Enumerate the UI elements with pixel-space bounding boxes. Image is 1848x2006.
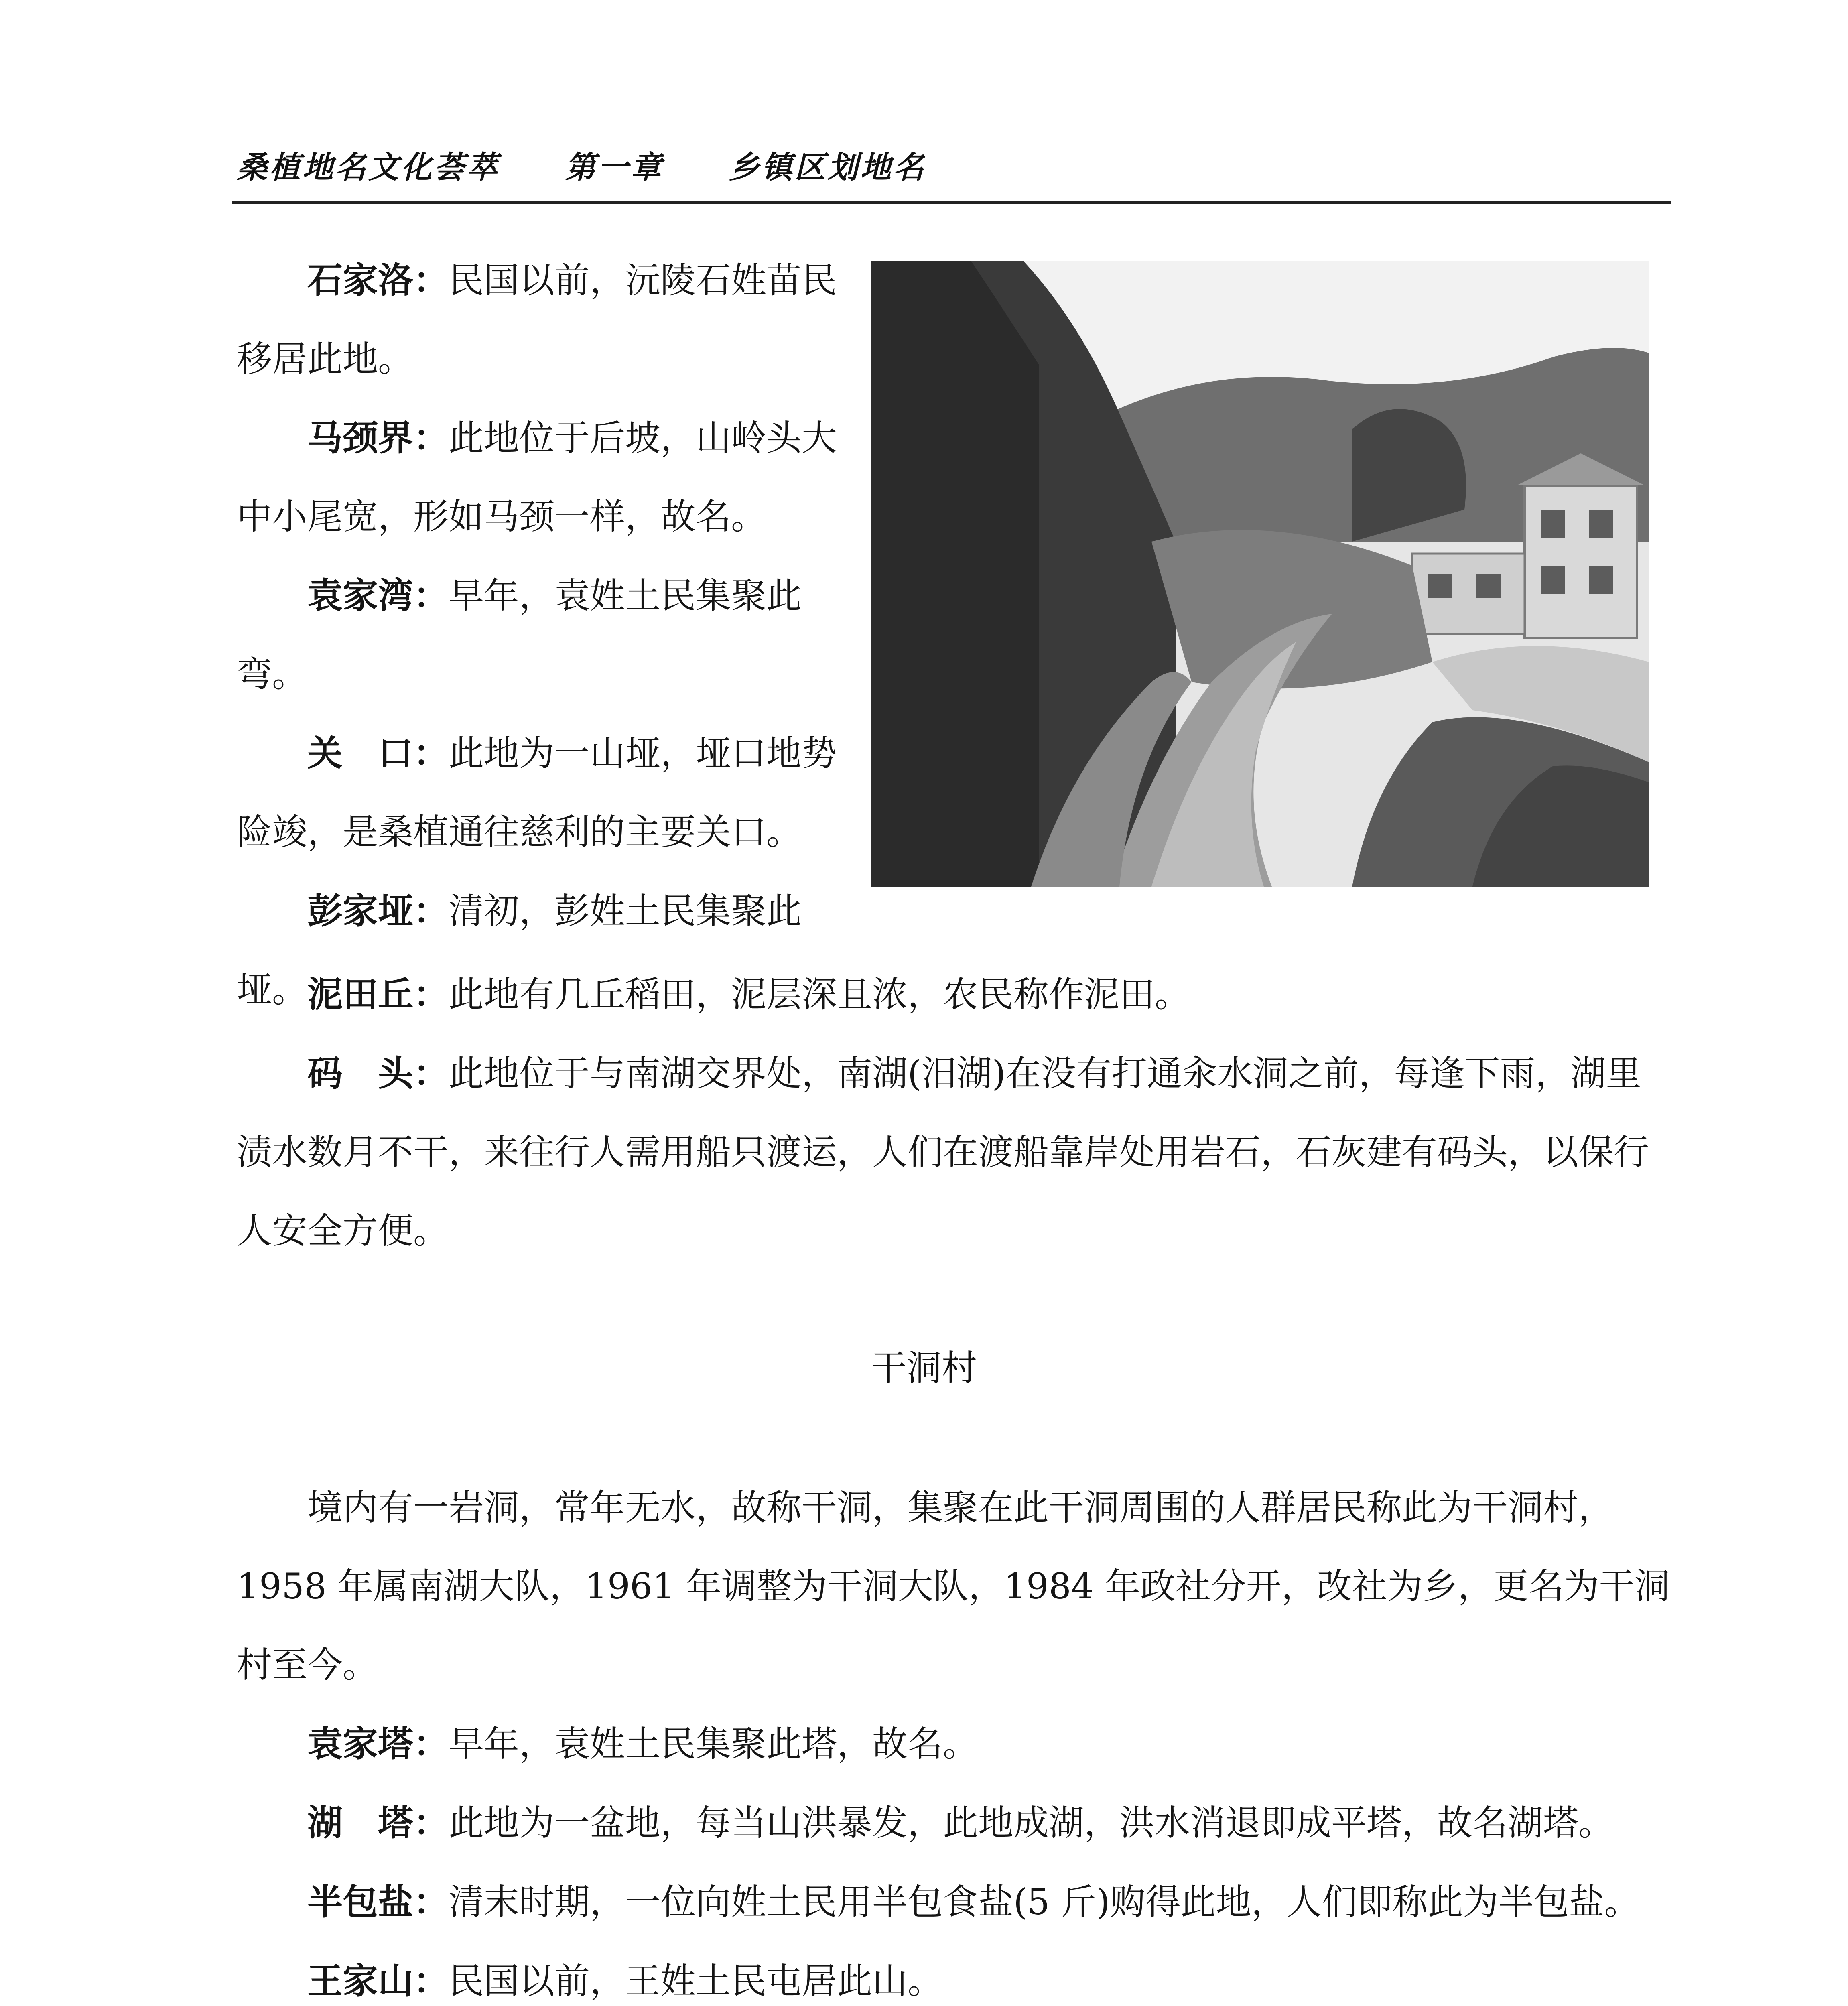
entry-text: 此地位于与南湖交界处，南湖(汨湖)在没有打通汆水洞之前，每逢下雨，湖里渍水数月不干，来往行人需用船只渡运，人们在渡船靠岸处用岩石，石灰建有码头，以保行人安全方便。 [237, 1053, 1649, 1251]
entry-term: 袁家湾： [307, 575, 449, 616]
entries-after [237, 955, 1675, 1270]
header-rule [232, 201, 1671, 204]
entry-term: 马颈界： [307, 417, 449, 459]
entry-huta [237, 1783, 1675, 1862]
entry-yuanjiawan [237, 556, 855, 714]
entry-text: 清末时期，一位向姓土民用半包食盐(5 斤)购得此地，人们即称此为半包盐。 [449, 1881, 1640, 1923]
entry-text: 此地为一山垭，垭口地势险竣，是桑植通往慈利的主要关口。 [237, 733, 837, 853]
entry-term: 彭家垭： [307, 890, 449, 932]
entry-yuanjiata [237, 1704, 1675, 1783]
entry-majingjie [237, 398, 855, 556]
entry-guankou [237, 714, 855, 871]
landscape-photo-illustration [871, 261, 1649, 887]
entry-text: 民国以前，沅陵石姓苗民移居此地。 [237, 260, 837, 380]
running-header: 桑植地名文化荟萃 第一章 乡镇区划地名 [237, 149, 926, 185]
section-title: 干洞村 [871, 1347, 977, 1389]
entry-nitianqiu [237, 955, 1675, 1034]
entry-term: 石家洛： [307, 259, 449, 301]
entry-text: 此地有几丘稻田，泥层深且浓，农民称作泥田。 [449, 974, 1190, 1015]
entry-text: 此地位于后坡，山岭头大中小尾宽，形如马颈一样，故名。 [237, 417, 837, 537]
section-intro: 境内有一岩洞，常年无水，故称干洞，集聚在此干洞周围的人群居民称此为干洞村，1958 年属南湖大队，1961 年调整为干洞大队，1984 年政社分开，改社为乡，更名为干洞村至今。 [237, 1487, 1670, 1685]
entry-text: 早年，袁姓土民集聚此塔，故名。 [449, 1723, 979, 1764]
entry-term: 码 头： [307, 1052, 449, 1094]
entry-term: 袁家塔： [307, 1723, 449, 1764]
entry-term: 泥田丘： [307, 973, 449, 1015]
entry-text: 清初，彭姓土民集聚此垭。 [237, 890, 802, 1010]
entry-term: 湖 塔： [307, 1802, 449, 1844]
entry-text: 早年，袁姓土民集聚此弯。 [237, 575, 802, 695]
entry-text: 此地为一盆地，每当山洪暴发，此地成湖，洪水消退即成平塔，故名湖塔。 [449, 1802, 1614, 1844]
entries-top [237, 241, 855, 1029]
entry-banbaoyan [237, 1862, 1675, 1941]
entry-wangjiashan [237, 1941, 1675, 2006]
entry-term: 关 口： [307, 732, 449, 774]
entries-village [237, 1468, 1675, 2006]
entry-text: 民国以前，王姓土民屯居此山。 [449, 1960, 943, 2002]
entry-matou [237, 1034, 1675, 1270]
landscape-photo [871, 261, 1649, 887]
entry-shijialuo [237, 241, 855, 398]
entry-term: 半包盐： [307, 1881, 449, 1923]
entry-term: 王家山： [307, 1960, 449, 2002]
